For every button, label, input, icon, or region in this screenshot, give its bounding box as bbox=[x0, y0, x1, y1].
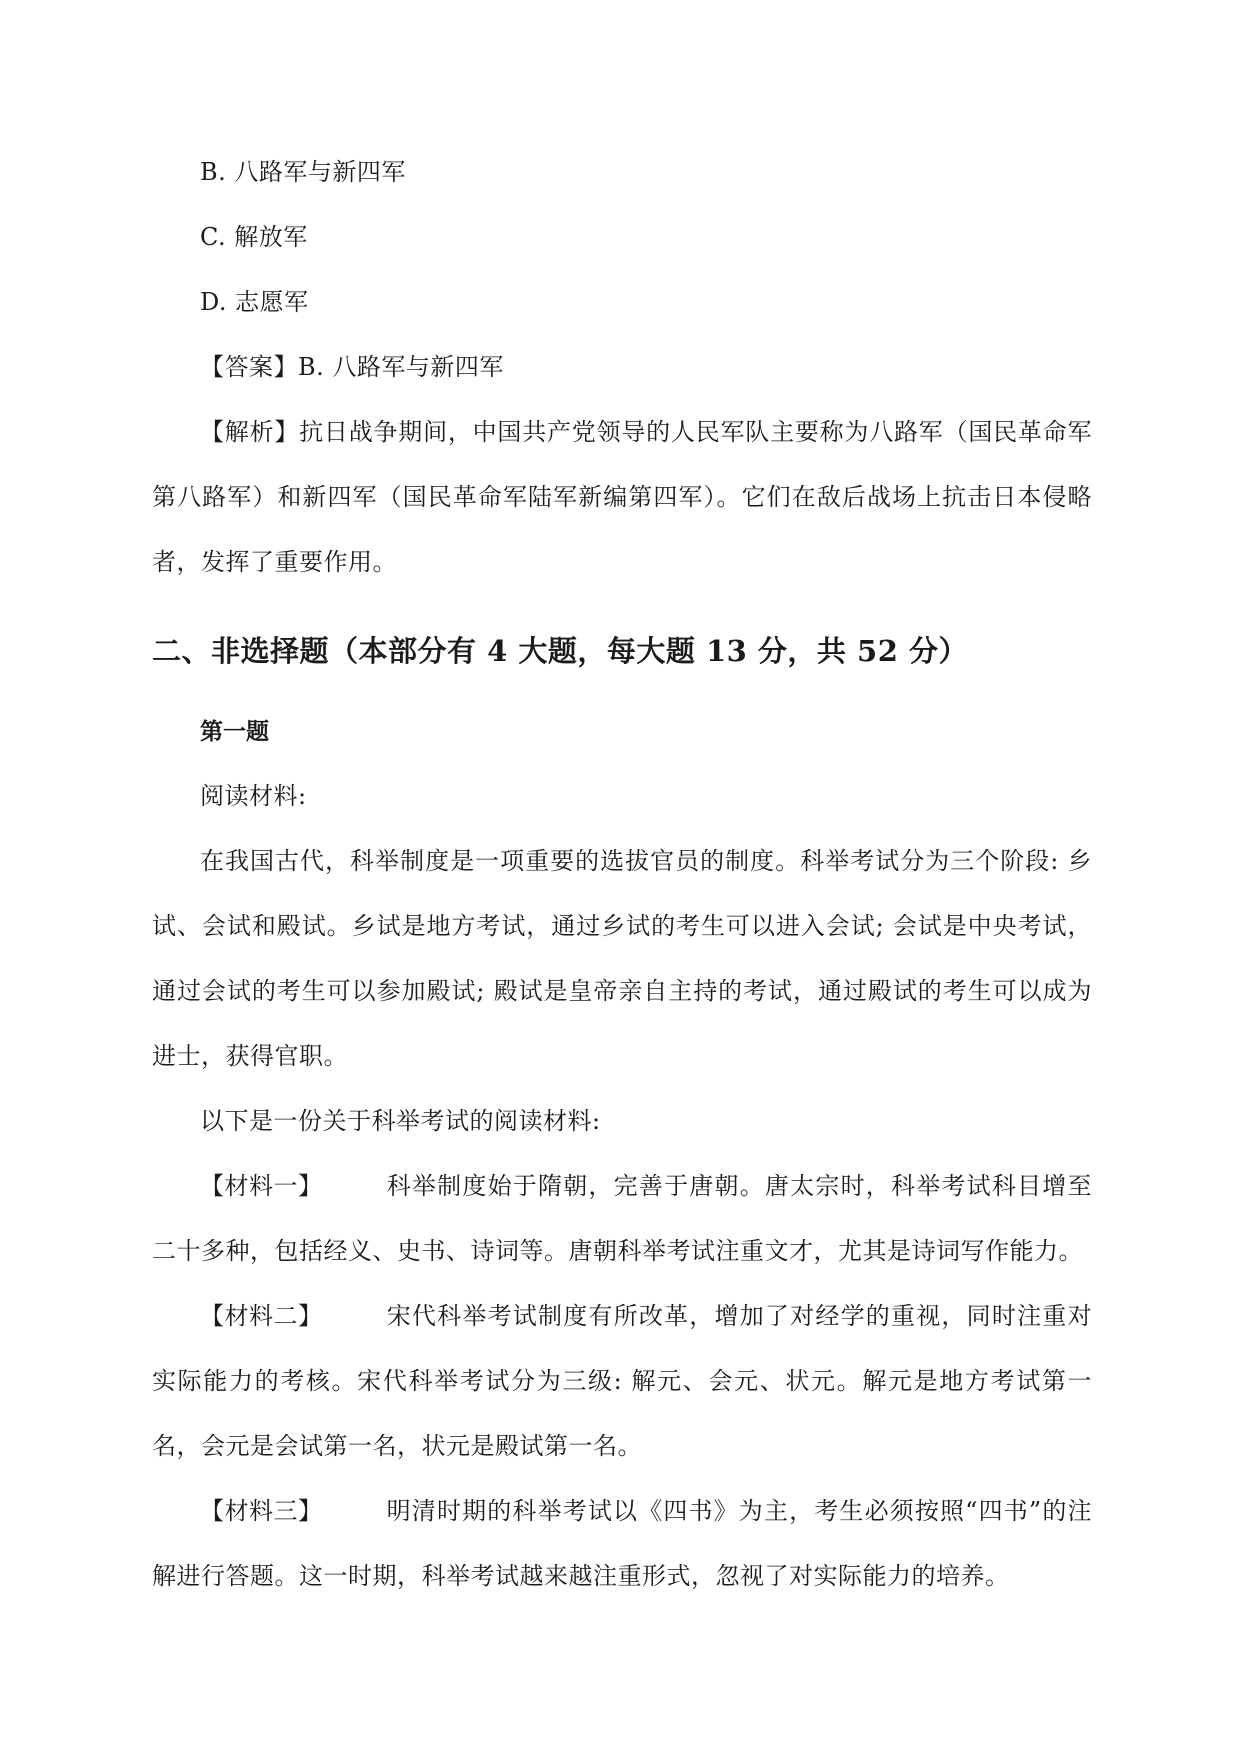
material-text: 科举制度始于隋朝，完善于唐朝。唐太宗时，科举考试科目增至二十多种，包括经义、史书、诗词等。唐朝科举考试注重文才，尤其是诗词写作能力。 bbox=[152, 1172, 1092, 1265]
question-paragraph: 在我国古代，科举制度是一项重要的选拔官员的制度。科举考试分为三个阶段: 乡试、会试和殿试。乡试是地方考试，通过乡试的考生可以进入会试; 会试是中央考试，通过会试的考生可以参加殿试; 殿试是皇帝亲自主持的考试，通过殿试的考生可以成为进士，获得官职。 bbox=[152, 847, 1092, 1070]
material-two bbox=[152, 1284, 1092, 1479]
answer-line: 【答案】B. 八路军与新四军 bbox=[200, 353, 504, 381]
material-label: 【材料三】 bbox=[200, 1497, 323, 1525]
analysis-paragraph: 【解析】抗日战争期间，中国共产党领导的人民军队主要称为八路军（国民革命军第八路军）和新四军（国民革命军陆军新编第四军）。它们在敌后战场上抗击日本侵略者，发挥了重要作用。 bbox=[152, 418, 1092, 576]
material-text: 明清时期的科举考试以《四书》为主，考生必须按照“四书”的注解进行答题。这一时期，科举考试越来越注重形式，忽视了对实际能力的培养。 bbox=[152, 1497, 1092, 1590]
option-c: C. 解放军 bbox=[200, 223, 308, 251]
option-d: D. 志愿军 bbox=[200, 288, 309, 316]
material-label: 【材料二】 bbox=[200, 1302, 323, 1330]
option-b: B. 八路军与新四军 bbox=[200, 158, 406, 186]
question-title: 第一题 bbox=[200, 718, 269, 745]
material-label: 【材料一】 bbox=[200, 1172, 323, 1200]
section-heading: 二、非选择题（本部分有 4 大题，每大题 13 分，共 52 分） bbox=[152, 634, 968, 668]
material-three bbox=[152, 1479, 1092, 1609]
material-one bbox=[152, 1154, 1092, 1284]
material-text: 宋代科举考试制度有所改革，增加了对经学的重视，同时注重对实际能力的考核。宋代科举考试分为三级: 解元、会元、状元。解元是地方考试第一名，会元是会试第一名，状元是殿试第一名。 bbox=[152, 1302, 1092, 1460]
question-intro: 阅读材料: bbox=[200, 782, 307, 810]
question-lead: 以下是一份关于科举考试的阅读材料: bbox=[200, 1107, 601, 1135]
document-page bbox=[152, 140, 1092, 1609]
